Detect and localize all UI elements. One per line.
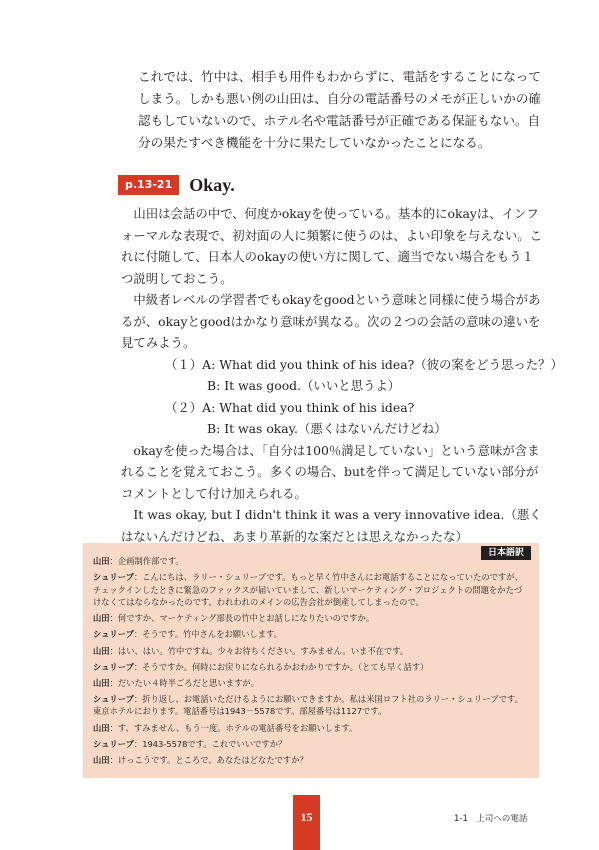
speaker-name: シュリーブ: [93, 738, 134, 749]
page-reference-badge: p.13-21: [118, 175, 179, 195]
dialog-text: ：はい、はい。竹中ですね。少々お待ちください。すみません。いま不在です。: [109, 645, 409, 656]
dialog-line: [93, 722, 529, 735]
speaker-name: シュリーブ: [93, 661, 134, 672]
chapter-label: 1-1 上司への電話: [454, 814, 528, 824]
dialog-line: [93, 661, 529, 674]
dialog-line: [93, 754, 529, 767]
speaker-name: 山田: [93, 722, 110, 733]
dialog-list: [93, 555, 529, 766]
speaker-name: シュリーブ: [93, 572, 134, 583]
dialog-line: [93, 693, 529, 718]
dialog-line: [93, 628, 529, 641]
dialog-text: ：折り返し、お電話いただけるようにお願いできますか。私は米国ロフト社のラリー・シュリーブです。東京ホテルにおります。電話番号は1943－5578です。部屋番号は1127です。: [93, 693, 523, 717]
dialog-line: [93, 645, 529, 658]
dialog-text: ：けっこうです。ところで、あなたはどなたですか？: [109, 754, 308, 765]
body-paragraph-2: 中級者レベルの学習者でもokayをgoodという意味と同様に使う場合があるが、okayとgoodはかなり意味が異なる。次の２つの会話の意味の違いを見てみよう。: [121, 292, 541, 350]
speaker-name: 山田: [93, 556, 110, 566]
speaker-name: 山田: [93, 754, 110, 765]
example-2-question: （２）A: What did you think of his idea?: [165, 399, 415, 415]
body-paragraph-3: okayを使った場合は、「自分は100％満足していない」という意味が含まれることを覚えておこう。多くの場合、butを伴って満足していない部分がコメントとして付け加えられる。: [121, 442, 540, 501]
example-1-answer: B: It was good.（いいと思うよ）: [207, 378, 401, 393]
speaker-name: シュリーブ: [93, 629, 134, 640]
speaker-name: 山田: [93, 645, 110, 656]
speaker-name: 山田: [93, 613, 110, 624]
dialog-line: [93, 571, 529, 609]
dialog-text: ：1943-5578です。これでいいですか？: [133, 738, 287, 749]
dialog-text: ：こんにちは、ラリー・シュリーブです。もっと早く竹中さんにお電話することになっていたのですが、チェックインしたときに緊急のファックスが届いていまして、新しいマーケティング・プロジェクトの問題をかたづけなくてはならなかったのです。われわれのメインの広告会社が倒産してしまったので。: [93, 572, 523, 608]
speaker-name: シュリーブ: [93, 693, 134, 704]
intro-paragraph: これでは、竹中は、相手も用件もわからずに、電話をすることになってしまう。しかも悪い例の山田は、自分の電話番号のメモが正しいかの確認もしていないので、ホテル名や電話番号が正確である保証もない。自分の果たすべき機能を十分に果たしていなかったことになる。: [138, 69, 541, 150]
dialog-text: ：そうですか。何時にお戻りになられるかおわかりですか。（とても早く話す）: [133, 661, 429, 672]
section-body: [121, 203, 563, 547]
dialog-text: ：何ですか、マーケティング部長の竹中とお話しになりたいのですか。: [109, 613, 375, 624]
dialog-text: ：そうです。竹中さんをお願いします。: [133, 629, 282, 640]
body-paragraph-1: 山田は会話の中で、何度かokayを使っている。基本的にokayは、インフォーマルな表現で、初対面の人に頻繁に使うのは、よい印象を与えない。これに付随して、日本人のokayの使い方に関して、適当でない場合をもう１つ説明しておこう。: [121, 206, 543, 286]
translation-tag: 日本語訳: [481, 546, 531, 560]
dialog-line: [93, 738, 529, 751]
example-2-answer: B: It was okay.（悪くはないんだけどね）: [207, 421, 447, 436]
page-number: 15: [300, 810, 313, 824]
dialog-text: ：す、すみません、もう一度。ホテルの電話番号をお願いします。: [109, 722, 358, 733]
dialog-text: ：だいたい４時半ごろだと思いますが。: [109, 677, 259, 688]
dialog-line: [93, 612, 529, 625]
speaker-name: 山田: [93, 677, 110, 688]
dialog-line: [93, 555, 529, 568]
translation-box: [83, 543, 539, 778]
section-title: Okay.: [189, 174, 235, 195]
body-paragraph-4: It was okay, but I didn't think it was a very innovative idea.（悪くはないんだけどね、あまり革新的な案だとは思えなかったな）: [121, 507, 542, 544]
section-heading: [118, 175, 235, 195]
dialog-text: ：企画制作部です。: [109, 556, 184, 566]
example-1-question: （１）A: What did you think of his idea?（彼の案をどう思った？）: [165, 356, 563, 372]
dialog-line: [93, 677, 529, 690]
